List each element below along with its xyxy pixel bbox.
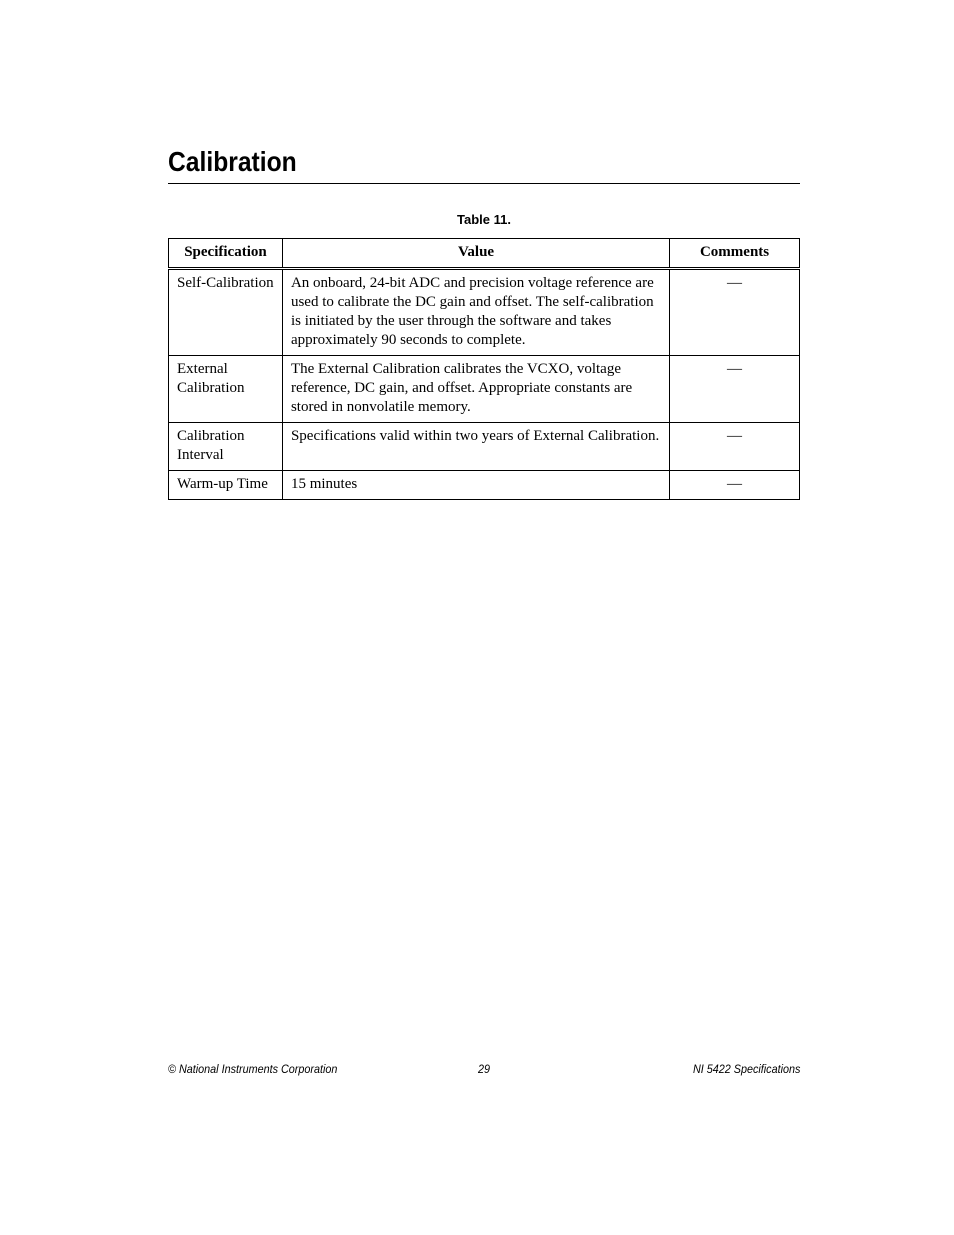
value-cell: An onboard, 24-bit ADC and precision voltage reference are used to calibrate the DC gain and offset. The self-calibration is initiated by the user through the software and takes approximately 90 seconds to complete. [282,269,669,356]
comment-cell: — [670,269,800,356]
comment-cell: — [670,423,800,471]
table-row [169,423,800,471]
section-title: Calibration [168,146,297,177]
title-rule [168,183,800,184]
header-specification: Specification [169,239,283,269]
footer-document-title: NI 5422 Specifications [692,1062,800,1076]
table-header-row [169,239,800,269]
table-row [169,269,800,356]
table-row [169,471,800,500]
value-cell: 15 minutes [282,471,669,500]
table-caption: Table 11. [457,212,511,227]
spec-cell: External Calibration [169,356,283,423]
header-value: Value [282,239,669,269]
table-row [169,356,800,423]
comment-cell: — [670,356,800,423]
value-cell: Specifications valid within two years of External Calibration. [282,423,669,471]
spec-cell: Warm-up Time [169,471,283,500]
spec-cell: Calibration Interval [169,423,283,471]
footer-copyright: © National Instruments Corporation [168,1062,338,1076]
header-comments: Comments [670,239,800,269]
footer-page-number: 29 [478,1062,491,1076]
value-cell: The External Calibration calibrates the VCXO, voltage reference, DC gain, and offset. Appropriate constants are stored in nonvolatile memory. [282,356,669,423]
spec-cell: Self-Calibration [169,269,283,356]
comment-cell: — [670,471,800,500]
calibration-table [168,238,800,500]
